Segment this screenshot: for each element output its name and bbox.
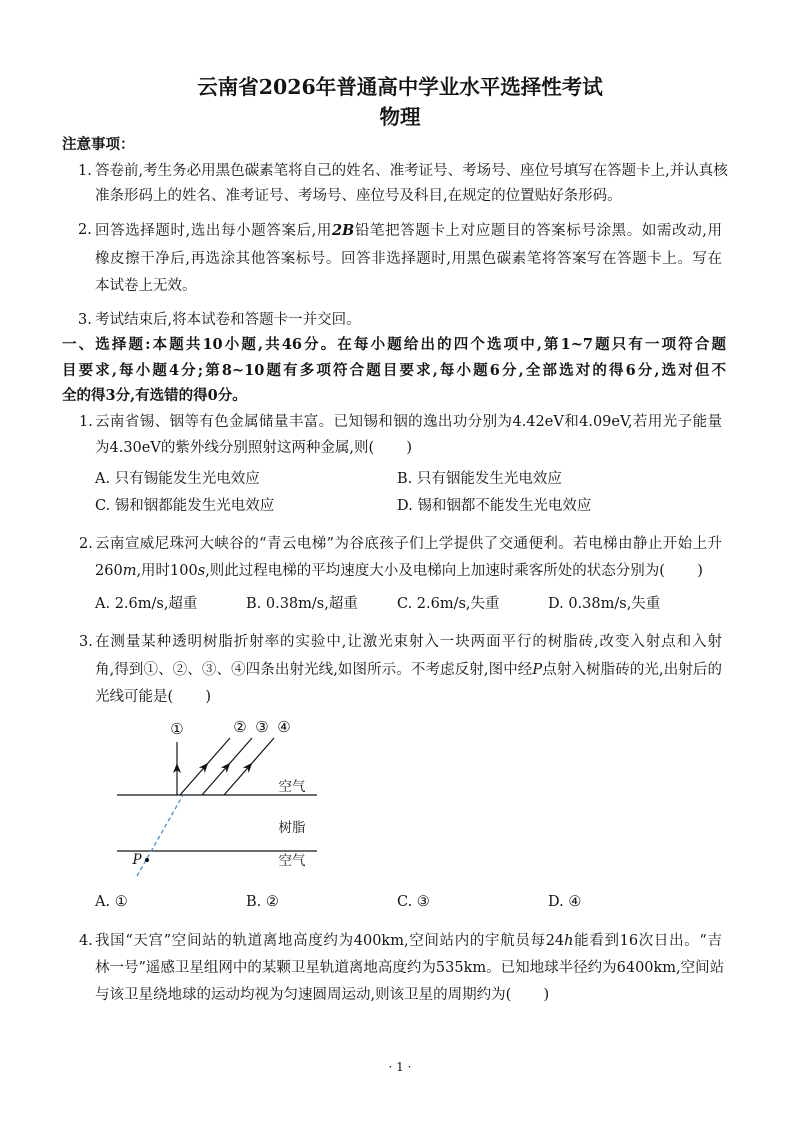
question-1-options bbox=[95, 466, 722, 520]
note-line: 考试结束后,将本试卷和答题卡一并交回。 bbox=[95, 312, 361, 328]
section-line: 全的得3分,有选错的得0分。 bbox=[62, 387, 247, 404]
note-number: 1. bbox=[78, 163, 92, 179]
option-b: B. 0.38m/s,超重 bbox=[246, 596, 358, 612]
exam-title: 云南省2026年普通高中学业水平选择性考试 bbox=[197, 75, 603, 99]
question-number: 1. bbox=[79, 414, 93, 430]
notes-heading: 注意事项： bbox=[62, 136, 135, 153]
question-line: 为4.30eV的紫外线分别照射这两种金属,则( ) bbox=[95, 440, 413, 456]
resin-label: 树脂 bbox=[278, 820, 306, 836]
question-line: 云南省锡、铟等有色金属储量丰富。已知锡和铟的逸出功分别为4.42eV和4.09eV,若用光子能量 bbox=[95, 414, 722, 430]
incident-ray-dashed bbox=[137, 795, 183, 876]
option-a: A. 只有锡能发生光电效应 bbox=[95, 471, 260, 487]
unit-symbol: s bbox=[197, 563, 206, 579]
pencil-grade: 2B bbox=[331, 222, 355, 239]
refraction-figure bbox=[100, 715, 340, 890]
question-line: 在测量某种透明树脂折射率的实验中,让激光束射入一块两面平行的树脂砖,改变入射点和入射 bbox=[95, 634, 722, 650]
question-1 bbox=[79, 409, 722, 461]
note-item-3 bbox=[78, 307, 722, 333]
note-number: 2. bbox=[78, 222, 92, 238]
option-b: B. 只有铟能发生光电效应 bbox=[397, 471, 562, 487]
ray-4 bbox=[224, 738, 274, 795]
question-2-options bbox=[95, 591, 722, 617]
question-text: 点射入树脂砖的光,出射后的 bbox=[542, 661, 723, 678]
ray-2 bbox=[180, 738, 230, 795]
unit-symbol: m bbox=[122, 563, 137, 579]
option-b: B. ② bbox=[246, 894, 279, 910]
question-3-options bbox=[95, 889, 722, 915]
question-line bbox=[95, 928, 722, 955]
option-c: C. 锡和铟都能发生光电效应 bbox=[95, 498, 275, 514]
option-row bbox=[95, 889, 722, 915]
ray-1-label: ① bbox=[170, 720, 184, 738]
unit-symbol: h bbox=[564, 933, 574, 949]
question-number: 2. bbox=[79, 536, 93, 552]
air-bottom-label: 空气 bbox=[278, 853, 306, 869]
air-top-label: 空气 bbox=[278, 779, 306, 795]
note-item-2 bbox=[78, 217, 723, 301]
point-p-label: P bbox=[132, 852, 142, 868]
option-row bbox=[95, 466, 722, 493]
question-line bbox=[95, 558, 722, 585]
option-row bbox=[95, 493, 722, 520]
note-text: 铅笔把答题卡上对应题目的答案标号涂黑。如需改动,用 bbox=[354, 223, 723, 239]
subject-title: 物理 bbox=[379, 105, 421, 129]
ray-4-label: ④ bbox=[277, 718, 291, 736]
note-line: 答卷前,考生务必用黑色碳素笔将自己的姓名、准考证号、考场号、座位号填写在答题卡上,并认真核 bbox=[95, 163, 728, 179]
question-line: 光线可能是( ) bbox=[95, 689, 212, 705]
ray-2-label: ② bbox=[233, 718, 247, 736]
option-a: A. 2.6m/s,超重 bbox=[95, 596, 198, 612]
option-c: C. 2.6m/s,失重 bbox=[397, 596, 500, 612]
section-line: 目要求,每小题4分;第8~10题有多项符合题目要求,每小题6分,全部选对的得6分,选对但不 bbox=[62, 361, 726, 379]
question-text: ,用时100 bbox=[136, 563, 198, 579]
option-row bbox=[95, 591, 722, 617]
section-line: 一、选择题:本题共10小题,共46分。在每小题给出的四个选项中,第1~7题只有一项符合题 bbox=[62, 336, 726, 353]
note-line bbox=[95, 217, 722, 246]
question-text: 我国“天宫”空间站的轨道离地高度约为400km,空间站内的宇航员每24 bbox=[95, 933, 565, 949]
question-text: 260 bbox=[95, 563, 123, 579]
point-p-dot bbox=[145, 858, 149, 862]
question-3 bbox=[79, 629, 723, 712]
question-line: 与该卫星绕地球的运动均视为匀速圆周运动,则该卫星的周期约为( ) bbox=[95, 987, 550, 1003]
question-line: 林一号”遥感卫星组网中的某颗卫星轨道离地高度约为535km。已知地球半径约为6400km,空间站 bbox=[95, 960, 725, 976]
option-d: D. ④ bbox=[548, 894, 582, 910]
note-line: 本试卷上无效。 bbox=[95, 278, 197, 294]
note-item-1 bbox=[78, 159, 728, 209]
section-heading bbox=[62, 332, 726, 409]
question-4 bbox=[79, 928, 725, 1009]
question-text: 能看到16次日出。“吉 bbox=[573, 933, 722, 949]
note-number: 3. bbox=[78, 312, 92, 328]
note-text: 回答选择题时,选出每小题答案后,用 bbox=[95, 223, 332, 239]
question-text: 角,得到①、②、③、④四条出射光线,如图所示。不考虑反射,图中经 bbox=[95, 661, 533, 678]
option-d: D. 0.38m/s,失重 bbox=[548, 596, 661, 612]
page-number: · 1 · bbox=[388, 1060, 412, 1074]
option-a: A. ① bbox=[95, 894, 128, 910]
question-number: 4. bbox=[79, 933, 93, 949]
note-line: 橡皮擦干净后,再选涂其他答案标号。回答非选择题时,用黑色碳素笔将答案写在答题卡上。写在 bbox=[95, 250, 722, 267]
option-d: D. 锡和铟都不能发生光电效应 bbox=[397, 498, 592, 514]
option-c: C. ③ bbox=[397, 894, 430, 910]
note-line: 准条形码上的姓名、准考证号、考场号、座位号及科目,在规定的位置贴好条形码。 bbox=[95, 188, 622, 204]
question-2 bbox=[79, 531, 722, 585]
ray-3-label: ③ bbox=[255, 718, 269, 736]
question-line: 云南宣威尼珠河大峡谷的“青云电梯”为谷底孩子们上学提供了交通便利。若电梯由静止开始上升 bbox=[95, 536, 722, 552]
ray-3 bbox=[202, 738, 252, 795]
question-text: ,则此过程电梯的平均速度大小及电梯向上加速时乘客所处的状态分别为( ) bbox=[205, 563, 703, 579]
question-number: 3. bbox=[79, 634, 93, 650]
point-symbol: P bbox=[532, 661, 543, 678]
question-line bbox=[95, 657, 722, 685]
